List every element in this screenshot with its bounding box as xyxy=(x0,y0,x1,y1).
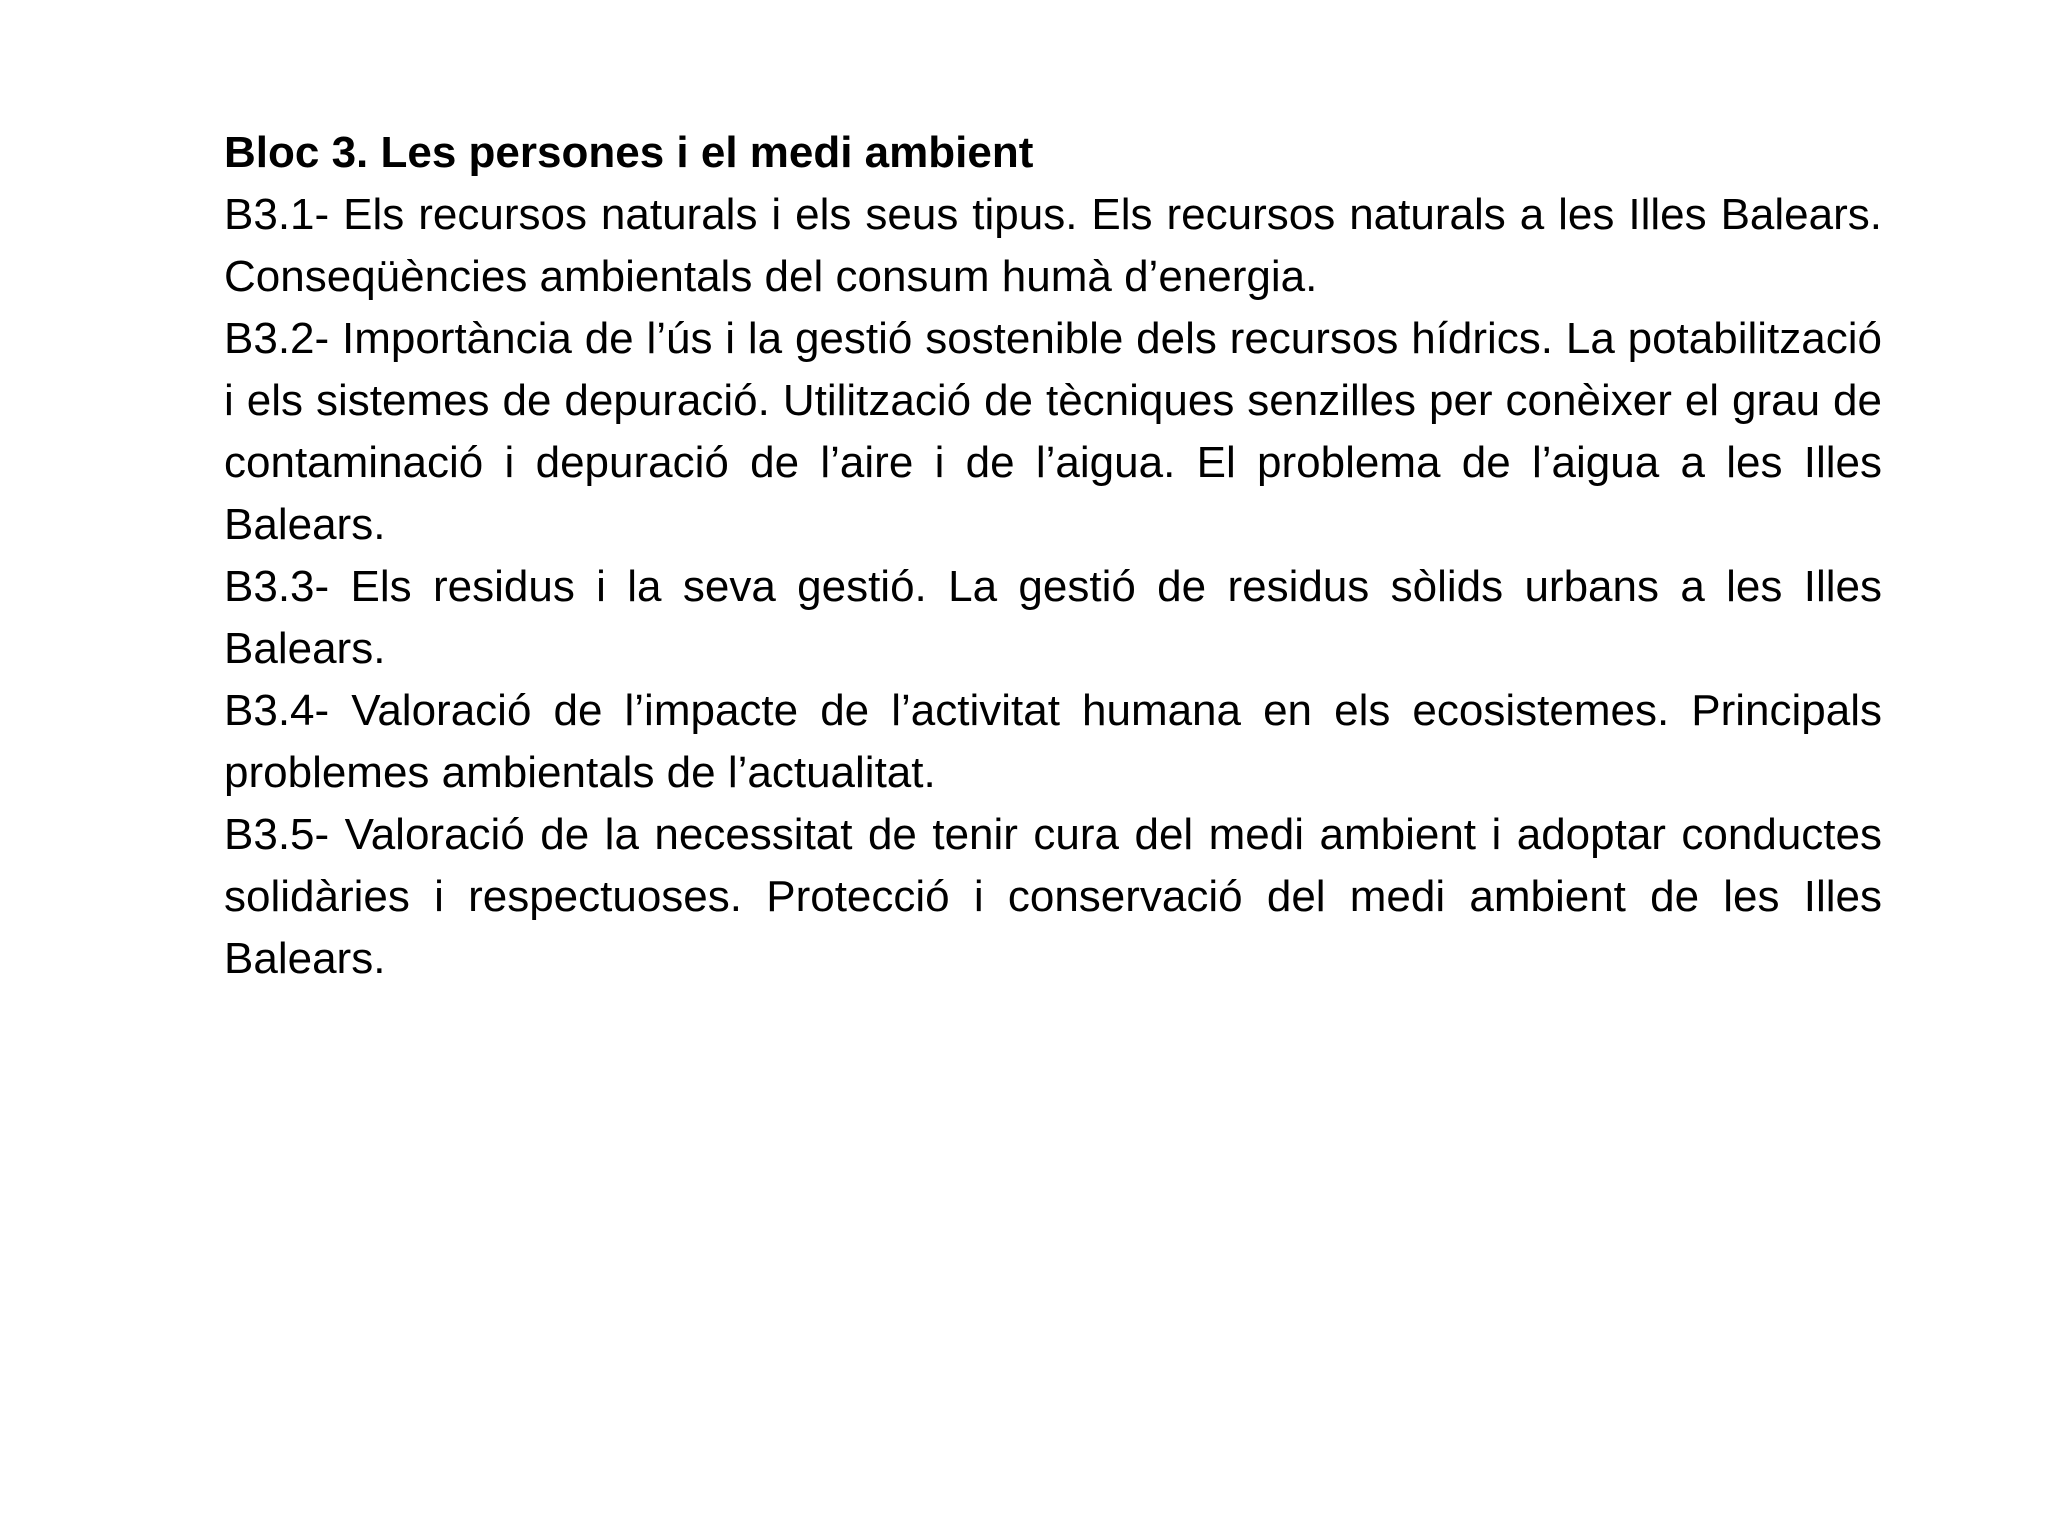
document-body xyxy=(224,122,1882,990)
section-heading: Bloc 3. Les persones i el medi ambient xyxy=(224,128,1034,177)
paragraph-b3-3: B3.3- Els residus i la seva gestió. La gestió de residus sòlids urbans a les Illes Balears. xyxy=(224,562,1882,673)
paragraph-b3-2: B3.2- Importància de l’ús i la gestió sostenible dels recursos hídrics. La potabilització i els sistemes de depuració. Utilització de tècniques senzilles per conèixer el grau de contaminació i depuració de l’aire i de l’aigua. El problema de l’aigua a les Illes Balears. xyxy=(224,314,1882,549)
paragraph-b3-5: B3.5- Valoració de la necessitat de tenir cura del medi ambient i adoptar conductes solidàries i respectuoses. Protecció i conservació del medi ambient de les Illes Balears. xyxy=(224,810,1882,983)
paragraph-b3-1: B3.1- Els recursos naturals i els seus tipus. Els recursos naturals a les Illes Balears. Conseqüències ambientals del consum humà d’energia. xyxy=(224,190,1882,301)
paragraph-b3-4: B3.4- Valoració de l’impacte de l’activitat humana en els ecosistemes. Principals problemes ambientals de l’actualitat. xyxy=(224,686,1882,797)
